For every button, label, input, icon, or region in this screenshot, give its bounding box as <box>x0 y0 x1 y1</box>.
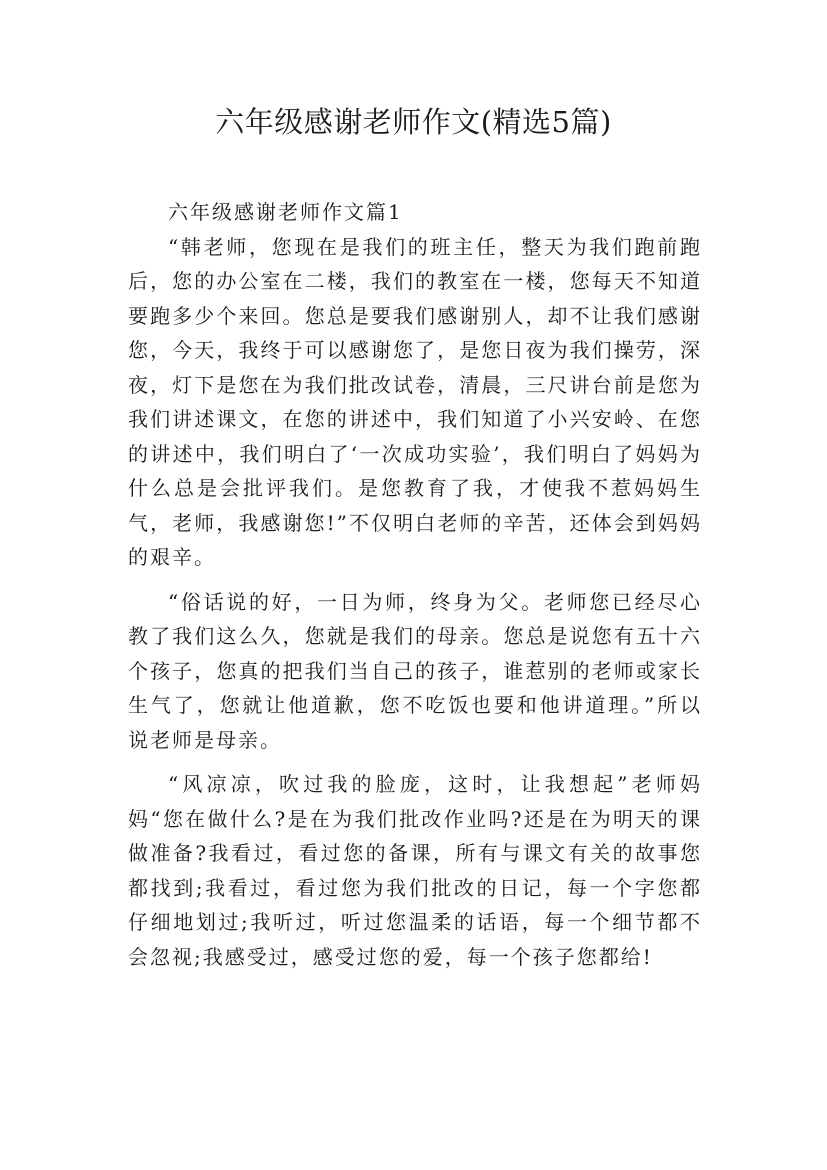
paragraph: “风凉凉，吹过我的脸庞，这时，让我想起”老师妈妈“您在做什么?是在为我们批改作业吗?还是在为明天的课做准备?我看过，看过您的备课，所有与课文有关的故事您都找到;我看过，看过您为我们批改的日记，每一个字您都仔细地划过;我听过，听过您温柔的话语，每一个细节都不会忽视;我感受过，感受过您的爱，每一个孩子您都给! <box>128 772 702 969</box>
paragraph: “韩老师，您现在是我们的班主任，整天为我们跑前跑后，您的办公室在二楼，我们的教室在一楼，您每天不知道要跑多少个来回。您总是要我们感谢别人，却不让我们感谢您，今天，我终于可以感谢您了，是您日夜为我们操劳，深夜，灯下是您在为我们批改试卷，清晨，三尺讲台前是您为我们讲述课文，在您的讲述中，我们知道了小兴安岭、在您的讲述中，我们明白了‘一次成功实验’，我们明白了妈妈为什么总是会批评我们。是您教育了我，才使我不惹妈妈生气，老师，我感谢您!”不仅明白老师的辛苦，还体会到妈妈的艰辛。 <box>128 234 702 569</box>
document-body <box>128 195 702 984</box>
paragraph: “俗话说的好，一日为师，终身为父。老师您已经尽心教了我们这么久，您就是我们的母亲。您总是说您有五十六个孩子，您真的把我们当自己的孩子，谁惹别的老师或家长生气了，您就让他道歉，您不吃饭也要和他讲道理。”所以说老师是母亲。 <box>128 589 702 752</box>
document-title: 六年级感谢老师作文(精选5篇) <box>215 105 612 139</box>
section-heading: 六年级感谢老师作文篇1 <box>168 200 403 224</box>
